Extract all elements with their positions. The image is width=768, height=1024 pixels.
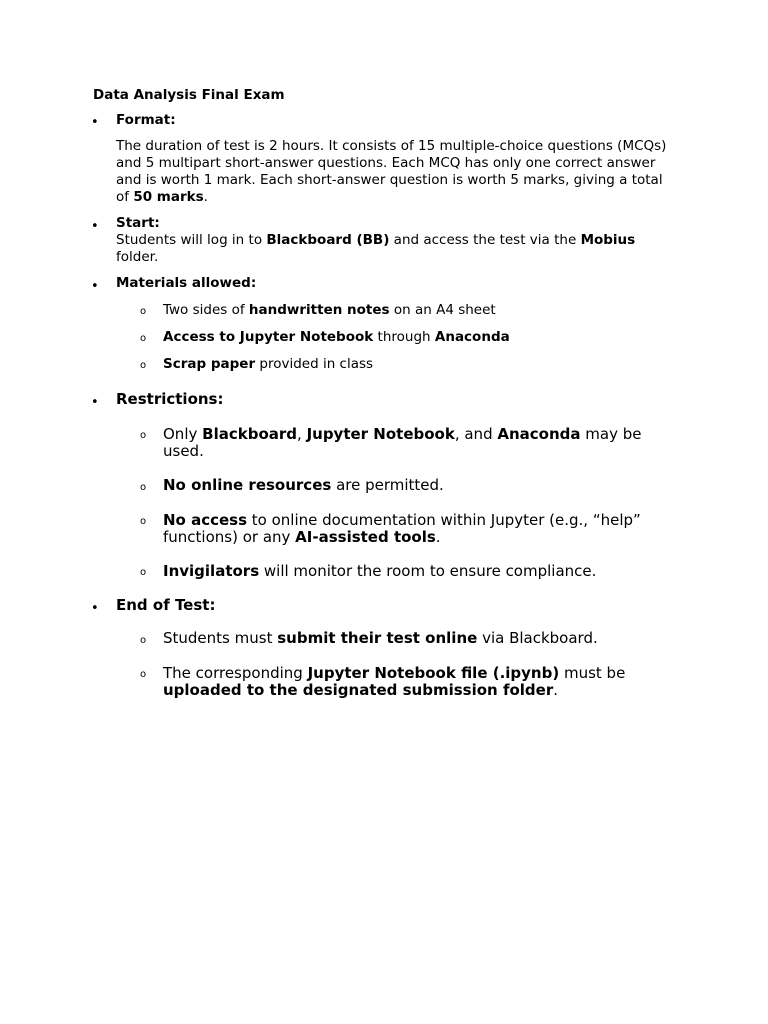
restrictions-heading: Restrictions: xyxy=(116,390,224,408)
restrictions-item-no-access: No access to online documentation within Jupyter (e.g., “help” functions) or any AI-assisted tools. xyxy=(163,511,641,546)
end-of-test-heading: End of Test: xyxy=(116,596,216,614)
end-of-test-item-submit: Students must submit their test online via Blackboard. xyxy=(163,629,598,647)
sub-bullet-glyph: o xyxy=(140,635,147,646)
sub-bullet-glyph: o xyxy=(140,333,147,344)
materials-item-jupyter: Access to Jupyter Notebook through Anaconda xyxy=(163,329,510,345)
materials-item-scrap-paper: Scrap paper provided in class xyxy=(163,356,374,372)
materials-heading: Materials allowed: xyxy=(116,275,257,291)
bullet-glyph: • xyxy=(91,395,99,410)
end-of-test-item-upload: The corresponding Jupyter Notebook file (.ipynb) must be uploaded to the designated submission folder. xyxy=(163,664,626,699)
sub-bullet-glyph: o xyxy=(140,567,147,578)
sub-bullet-glyph: o xyxy=(140,482,147,493)
format-heading: Format: xyxy=(116,112,176,128)
materials-item-notes: Two sides of handwritten notes on an A4 sheet xyxy=(163,302,496,318)
start-paragraph: Students will log in to Blackboard (BB) and access the test via the Mobius folder. xyxy=(116,232,636,265)
sub-bullet-glyph: o xyxy=(140,360,147,371)
bullet-glyph: • xyxy=(91,601,99,616)
document-title: Data Analysis Final Exam xyxy=(93,87,285,103)
start-heading: Start: xyxy=(116,215,160,231)
bullet-glyph: • xyxy=(91,219,99,234)
format-paragraph: The duration of test is 2 hours. It consists of 15 multiple-choice questions (MCQs) and 5 multipart short-answer questions. Each MCQ has only one correct answer and is worth 1 mark. Each short-answer question is worth 5 marks, giving a total of 50 marks. xyxy=(116,138,667,205)
sub-bullet-glyph: o xyxy=(140,669,147,680)
sub-bullet-glyph: o xyxy=(140,306,147,317)
bullet-glyph: • xyxy=(91,279,99,294)
sub-bullet-glyph: o xyxy=(140,430,147,441)
restrictions-item-no-online: No online resources are permitted. xyxy=(163,476,444,494)
restrictions-item-allowed-tools: Only Blackboard, Jupyter Notebook, and Anaconda may be used. xyxy=(163,425,642,460)
restrictions-item-invigilators: Invigilators will monitor the room to ensure compliance. xyxy=(163,562,597,580)
bullet-glyph: • xyxy=(91,115,99,130)
sub-bullet-glyph: o xyxy=(140,516,147,527)
